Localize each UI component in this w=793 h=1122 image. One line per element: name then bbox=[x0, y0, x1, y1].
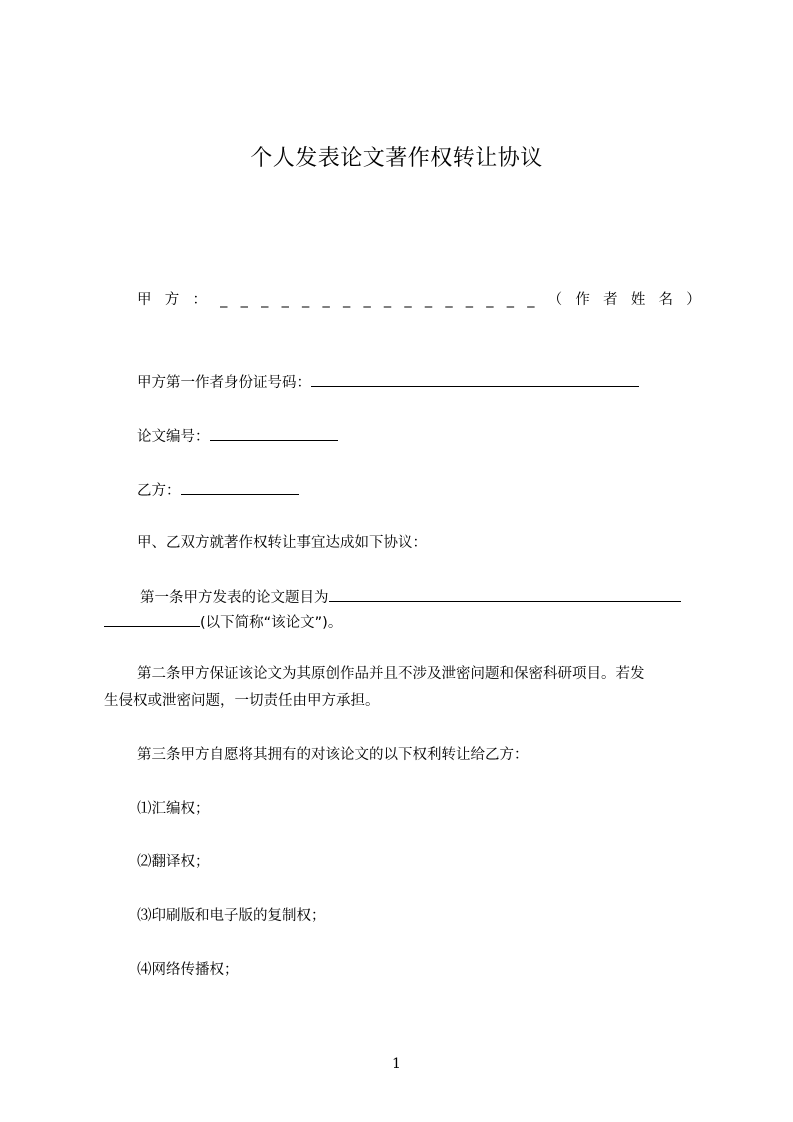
id-number-blank[interactable] bbox=[311, 371, 639, 387]
document-title: 个人发表论文著作权转让协议 bbox=[250, 146, 543, 171]
party-a-blank-char: _ bbox=[465, 292, 474, 308]
party-a-char: （ bbox=[547, 292, 563, 308]
article-1-text: 第一条甲方发表的论文题目为 bbox=[140, 590, 329, 606]
party-a-blank-char: _ bbox=[261, 292, 269, 308]
party-a-blank-char: _ bbox=[342, 292, 351, 308]
article-3: 第三条甲方自愿将其拥有的对该论文的以下权利转让给乙方： bbox=[137, 747, 529, 763]
article-2-line-1: 第二条甲方保证该论文为其原创作品并且不涉及泄密问题和保密科研项目。若发 bbox=[137, 666, 645, 682]
right-item: ⑶印刷版和电子版的复制权； bbox=[137, 908, 326, 924]
paper-title-blank-continued[interactable] bbox=[104, 611, 200, 627]
party-a-blank-char: _ bbox=[404, 292, 412, 308]
right-item: ⑴汇编权； bbox=[137, 801, 210, 817]
paper-number-label: 论文编号： bbox=[137, 429, 210, 445]
paper-number-line bbox=[137, 425, 338, 447]
party-a-blank-char: _ bbox=[383, 292, 392, 308]
party-a-blank-char: _ bbox=[281, 292, 289, 308]
party-a-blank-char: _ bbox=[424, 292, 433, 308]
party-a-char: 方 bbox=[164, 292, 180, 308]
party-b-line bbox=[137, 479, 299, 501]
party-a-blank-char: _ bbox=[363, 292, 371, 308]
right-item: ⑵翻译权； bbox=[137, 854, 210, 870]
party-a-char: ） bbox=[686, 292, 701, 308]
id-number-line bbox=[137, 371, 639, 393]
intro-paragraph: 甲、乙双方就著作权转让事宜达成如下协议： bbox=[137, 535, 427, 551]
article-2-line-2: 生侵权或泄密问题，一切责任由甲方承担。 bbox=[104, 693, 380, 709]
party-a-blank-char: _ bbox=[322, 292, 330, 308]
paper-number-blank[interactable] bbox=[210, 425, 338, 441]
article-1-line-2 bbox=[104, 611, 342, 633]
party-b-label: 乙方： bbox=[137, 483, 181, 499]
right-item: ⑷网络传播权； bbox=[137, 962, 239, 978]
party-a-blank-char: _ bbox=[506, 292, 514, 308]
party-a-line bbox=[137, 290, 701, 310]
party-a-char: 甲 bbox=[137, 292, 152, 308]
party-a-char: ： bbox=[192, 292, 207, 308]
party-a-char: 者 bbox=[603, 292, 618, 308]
party-a-blank-char: _ bbox=[302, 292, 310, 308]
party-b-blank[interactable] bbox=[181, 479, 299, 495]
party-a-char: 作 bbox=[575, 292, 590, 308]
article-1-line-1 bbox=[140, 586, 681, 608]
party-a-char: 名 bbox=[658, 292, 674, 308]
party-a-blank-char: _ bbox=[445, 292, 453, 308]
page-number: 1 bbox=[392, 1056, 401, 1072]
party-a-blank-char: _ bbox=[240, 292, 248, 308]
id-number-label: 甲方第一作者身份证号码： bbox=[137, 375, 311, 391]
party-a-blank-char: _ bbox=[486, 292, 494, 308]
article-1-suffix: (以下简称“该论文”)。 bbox=[200, 615, 343, 631]
paper-title-blank[interactable] bbox=[329, 586, 681, 602]
party-a-blank-char: _ bbox=[527, 292, 535, 308]
party-a-blank-char: _ bbox=[220, 292, 228, 308]
party-a-char: 姓 bbox=[630, 292, 646, 308]
